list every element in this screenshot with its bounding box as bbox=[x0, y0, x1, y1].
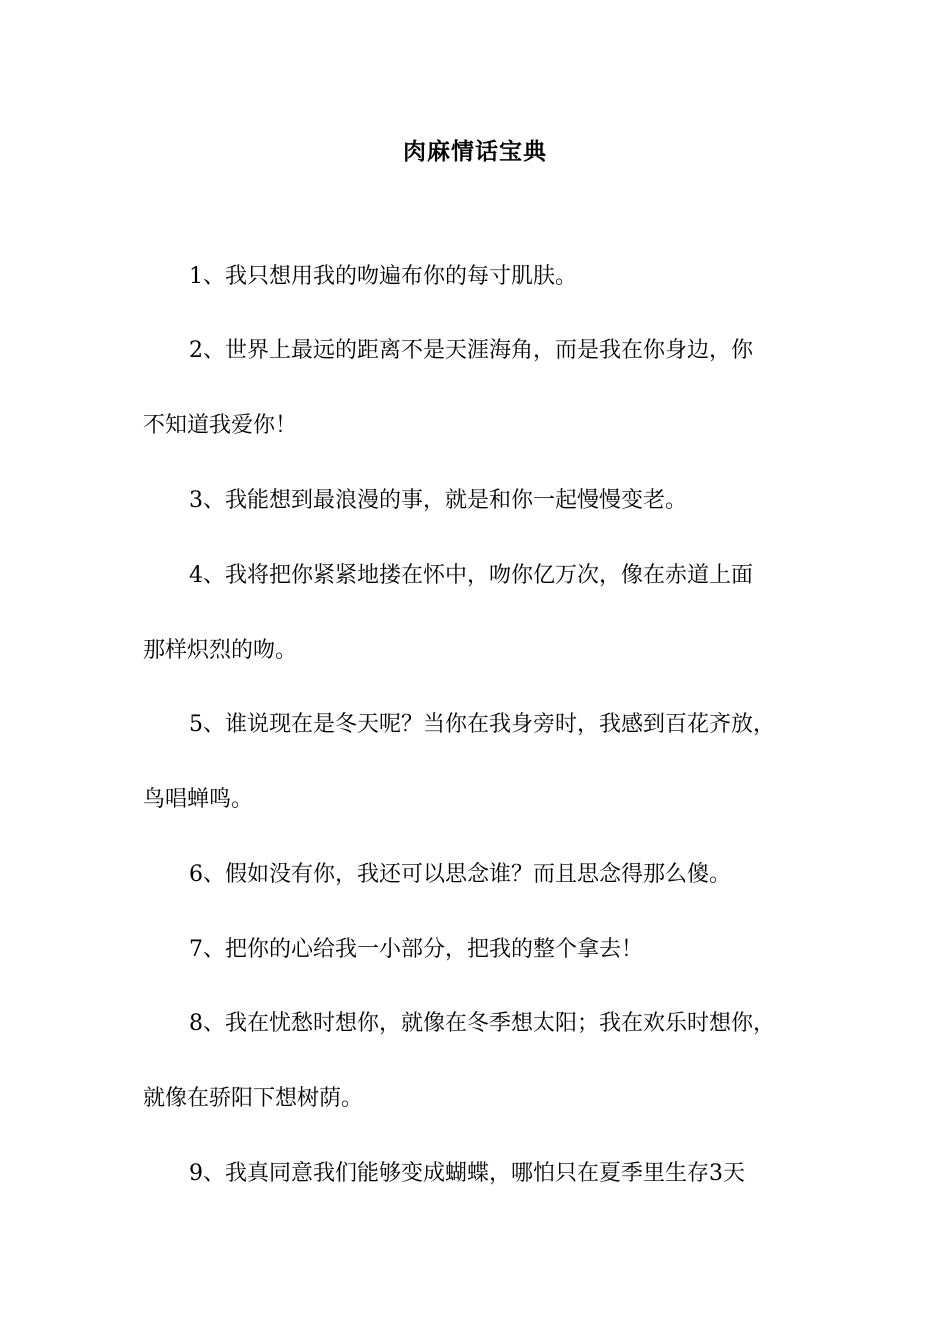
text-line-item-5-continued: 鸟唱蝉鸣。 bbox=[143, 787, 254, 812]
document-title: 肉麻情话宝典 bbox=[403, 139, 547, 165]
text-line-item-4-continued: 那样炽烈的吻。 bbox=[143, 638, 298, 663]
text-line-item-7: 7、把你的心给我一小部分，把我的整个拿去！ bbox=[189, 937, 643, 962]
text-line-item-8-continued: 就像在骄阳下想树荫。 bbox=[143, 1086, 364, 1111]
text-line-item-1: 1、我只想用我的吻遍布你的每寸肌肤。 bbox=[189, 264, 577, 289]
text-line-item-9: 9、我真同意我们能够变成蝴蝶，哪怕只在夏季里生存3天 bbox=[189, 1161, 745, 1186]
text-line-item-4: 4、我将把你紧紧地搂在怀中，吻你亿万次，像在赤道上面 bbox=[189, 563, 753, 588]
text-line-item-2: 2、世界上最远的距离不是天涯海角，而是我在你身边，你 bbox=[189, 338, 753, 363]
text-line-item-2-continued: 不知道我爱你！ bbox=[143, 413, 298, 438]
text-line-item-6: 6、假如没有你，我还可以思念谁？而且思念得那么傻。 bbox=[189, 862, 731, 887]
text-line-item-3: 3、我能想到最浪漫的事，就是和你一起慢慢变老。 bbox=[189, 488, 687, 513]
text-line-item-5: 5、谁说现在是冬天呢？当你在我身旁时，我感到百花齐放， bbox=[189, 712, 775, 737]
text-line-item-8: 8、我在忧愁时想你，就像在冬季想太阳；我在欢乐时想你， bbox=[189, 1011, 775, 1036]
